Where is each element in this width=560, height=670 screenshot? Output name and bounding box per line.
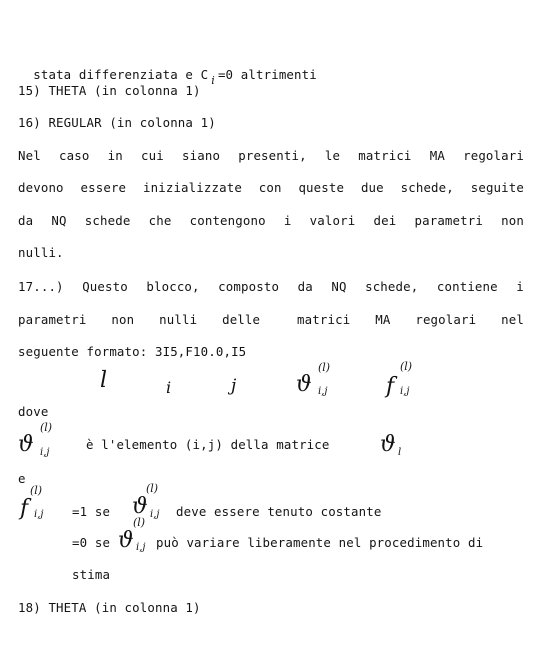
word: i xyxy=(283,213,292,228)
handwritten-theta: ϑ xyxy=(380,432,396,457)
text-line-2: 15) THETA (in colonna 1) xyxy=(18,83,201,98)
handwritten-superscript: (l) xyxy=(40,421,53,434)
word: Nel xyxy=(18,148,41,163)
word: MA xyxy=(375,312,391,327)
handwritten-i: i xyxy=(166,378,172,397)
handwritten-subscript: i,j xyxy=(136,542,146,553)
text-line-8 xyxy=(18,279,524,294)
line-1-text: stata differenziata e C xyxy=(33,67,209,82)
word: schede, xyxy=(365,279,419,294)
theta-definition-text: è l'elemento (i,j) della matrice xyxy=(86,437,330,452)
word: schede xyxy=(84,213,131,228)
f-equals-0-text: =0 se xyxy=(72,535,111,550)
text-line-5 xyxy=(18,180,524,195)
word: nulli xyxy=(159,312,198,327)
text-e: e xyxy=(18,471,26,486)
word: cui xyxy=(141,148,164,163)
word: nel xyxy=(501,312,524,327)
f-equals-1-text: =1 se xyxy=(72,504,111,519)
word: caso xyxy=(59,148,90,163)
handwritten-l: l xyxy=(100,368,108,393)
handwritten-superscript: (l) xyxy=(400,360,413,373)
handwritten-subscript: i,j xyxy=(318,386,328,397)
word: da xyxy=(297,279,313,294)
word: MA xyxy=(429,148,445,163)
word: presenti, xyxy=(238,148,307,163)
text-line-4 xyxy=(18,148,524,163)
text-line-10: seguente formato: 3I5,F10.0,I5 xyxy=(18,344,247,359)
word: le xyxy=(324,148,341,163)
handwritten-j: j xyxy=(231,376,237,396)
word: con xyxy=(258,180,282,195)
word: delle xyxy=(222,312,261,327)
handwritten-superscript: (l) xyxy=(133,516,146,529)
f-equals-0-rest: può variare liberamente nel procedimento di xyxy=(156,535,484,550)
word: NQ xyxy=(331,279,347,294)
word: i xyxy=(516,279,524,294)
text-line-9 xyxy=(18,312,524,327)
handwritten-theta: ϑ xyxy=(296,372,312,397)
word: che xyxy=(148,213,172,228)
text-line-7: nulli. xyxy=(18,245,64,260)
handwritten-subscript: i,j xyxy=(40,447,50,458)
word: regolari xyxy=(415,312,477,327)
handwritten-theta: ϑ xyxy=(132,494,148,519)
word: valori xyxy=(309,213,356,228)
handwritten-subscript: i,j xyxy=(400,386,410,397)
word: siano xyxy=(182,148,221,163)
handwritten-f: f xyxy=(386,374,395,399)
word: contiene xyxy=(436,279,498,294)
word: matrici xyxy=(297,312,351,327)
word: non xyxy=(111,312,135,327)
word: NQ xyxy=(51,213,67,228)
word: seguite xyxy=(470,180,524,195)
word: composto xyxy=(218,279,280,294)
word: devono xyxy=(18,180,64,195)
f-equals-1-rest: deve essere tenuto costante xyxy=(176,504,382,519)
word: blocco, xyxy=(146,279,200,294)
line-1-rest: =0 altrimenti xyxy=(217,67,317,82)
word: due xyxy=(360,180,384,195)
handwritten-subscript: l xyxy=(398,447,402,458)
word: essere xyxy=(80,180,127,195)
word: 17...) xyxy=(18,279,64,294)
word: parametri xyxy=(414,213,483,228)
word: da xyxy=(18,213,34,228)
handwritten-theta: ϑ xyxy=(18,432,34,457)
handwritten-subscript-i: i xyxy=(211,74,215,87)
text-dove: dove xyxy=(18,404,49,419)
word: non xyxy=(501,213,524,228)
word: queste xyxy=(298,180,345,195)
text-line-3: 16) REGULAR (in colonna 1) xyxy=(18,115,216,130)
text-line-1 xyxy=(18,52,317,87)
handwritten-theta: ϑ xyxy=(118,528,134,553)
word: regolari xyxy=(463,148,524,163)
word: Questo xyxy=(82,279,128,294)
handwritten-superscript: (l) xyxy=(146,482,159,495)
word: inizializzate xyxy=(143,180,242,195)
word: schede, xyxy=(400,180,454,195)
handwritten-subscript: i,j xyxy=(150,509,160,520)
handwritten-superscript: (l) xyxy=(30,484,43,497)
handwritten-f: f xyxy=(20,496,29,521)
word: contengono xyxy=(189,213,266,228)
handwritten-superscript: (l) xyxy=(318,361,331,374)
handwritten-subscript: i,j xyxy=(34,509,44,520)
word: in xyxy=(107,148,123,163)
text-stima: stima xyxy=(72,567,111,582)
word: matrici xyxy=(358,148,412,163)
text-line-18: 18) THETA (in colonna 1) xyxy=(18,600,201,615)
word: dei xyxy=(373,213,397,228)
word: parametri xyxy=(18,312,87,327)
text-line-6 xyxy=(18,213,524,228)
